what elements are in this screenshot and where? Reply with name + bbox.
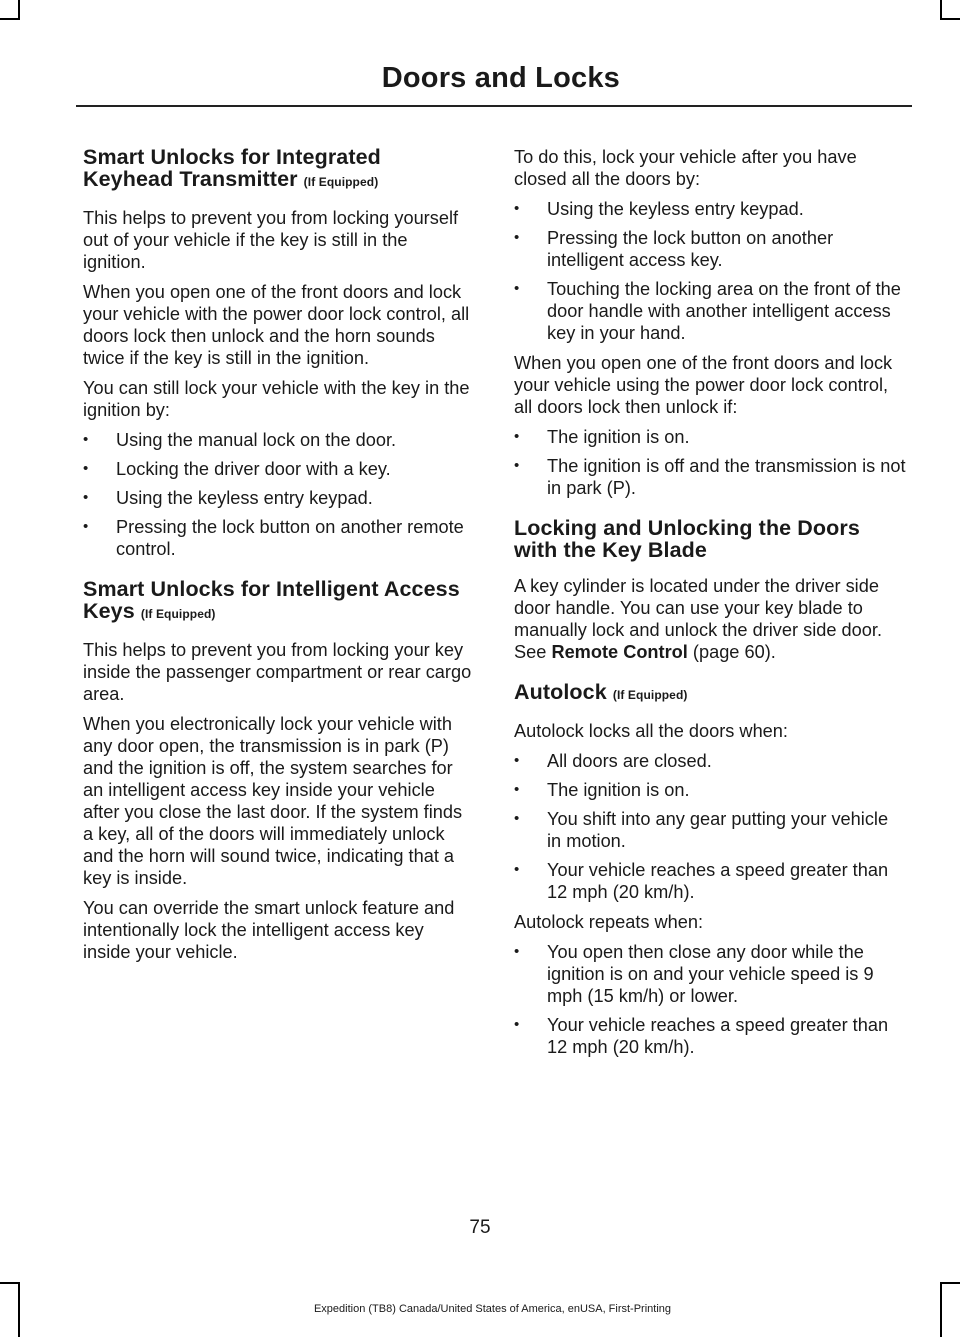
list-item: • You shift into any gear putting your vehicle in motion. xyxy=(514,808,906,852)
paragraph: When you open one of the front doors and lock your vehicle with the power door lock control, all doors lock then unlock and the horn sounds twice if the key is still in the ignition. xyxy=(83,282,470,368)
crop-mark-top-right-h xyxy=(940,18,960,20)
right-column xyxy=(514,146,906,1066)
list-item: • The ignition is off and the transmission is not in park (P). xyxy=(514,455,906,499)
left-column xyxy=(83,146,475,971)
list-item: • Using the keyless entry keypad. xyxy=(514,198,906,220)
section-heading-autolock: Autolock (If Equipped) xyxy=(514,680,688,704)
paragraph: You can still lock your vehicle with the key in the ignition by: xyxy=(83,378,470,420)
bullet-list xyxy=(514,426,906,499)
bullet-list xyxy=(514,750,906,903)
crop-mark-bottom-right-h xyxy=(940,1282,960,1284)
section-heading-smart-unlocks-intelligent: Smart Unlocks for Intelligent Access Keys (If Equipped) xyxy=(83,577,460,623)
footer-text: Expedition (TB8) Canada/United States of America, enUSA, First-Printing xyxy=(313,1303,672,1315)
bullet-list xyxy=(83,429,475,560)
crop-mark-top-right-v xyxy=(940,0,942,20)
list-item: • The ignition is on. xyxy=(514,779,906,801)
list-item: • Your vehicle reaches a speed greater than 12 mph (20 km/h). xyxy=(514,859,906,903)
cross-reference-link[interactable]: Remote Control xyxy=(551,642,688,662)
bullet-list xyxy=(514,941,906,1058)
list-item: • Your vehicle reaches a speed greater than 12 mph (20 km/h). xyxy=(514,1014,906,1058)
list-item: • Using the keyless entry keypad. xyxy=(83,487,475,509)
list-item: • Locking the driver door with a key. xyxy=(83,458,475,480)
list-item: • Pressing the lock button on another remote control. xyxy=(83,516,475,560)
if-equipped-note: (If Equipped) xyxy=(612,688,688,702)
paragraph: Autolock locks all the doors when: xyxy=(514,721,788,741)
bullet-list xyxy=(514,198,906,344)
paragraph: When you electronically lock your vehicle with any door open, the transmission is in park (P) and the ignition is off, the system searches for an intelligent access key inside your vehicle after you close the last door. If the system finds a key, all of the doors will immediately unlock and the horn will sound twice, indicating that a key is inside. xyxy=(83,714,463,888)
crop-mark-top-left-h xyxy=(0,18,20,20)
page-number: 75 xyxy=(469,1217,491,1238)
section-heading-smart-unlocks-keyhead: Smart Unlocks for Integrated Keyhead Transmitter (If Equipped) xyxy=(83,145,381,191)
list-item: • All doors are closed. xyxy=(514,750,906,772)
paragraph: When you open one of the front doors and lock your vehicle using the power door lock control, all doors lock then unlock if: xyxy=(514,353,893,417)
paragraph: Autolock repeats when: xyxy=(514,912,704,932)
crop-mark-bottom-left-h xyxy=(0,1282,20,1284)
list-item: • Using the manual lock on the door. xyxy=(83,429,475,451)
if-equipped-note: (If Equipped) xyxy=(303,175,379,189)
if-equipped-note: (If Equipped) xyxy=(140,607,216,621)
paragraph: This helps to prevent you from locking yourself out of your vehicle if the key is still in the ignition. xyxy=(83,208,459,272)
list-item: • The ignition is on. xyxy=(514,426,906,448)
paragraph: To do this, lock your vehicle after you have closed all the doors by: xyxy=(514,147,857,189)
list-item: • Touching the locking area on the front of the door handle with another intelligent access key in your hand. xyxy=(514,278,906,344)
paragraph: A key cylinder is located under the driver side door handle. You can use your key blade to manually lock and unlock the driver side door. See Remote Control (page 60). xyxy=(514,576,882,662)
paragraph: This helps to prevent you from locking your key inside the passenger compartment or rear cargo area. xyxy=(83,640,472,704)
section-heading-key-blade: Locking and Unlocking the Doors with the Key Blade xyxy=(514,516,860,562)
paragraph: You can override the smart unlock feature and intentionally lock the intelligent access key inside your vehicle. xyxy=(83,898,455,962)
page-header-title: Doors and Locks xyxy=(381,62,620,94)
header-divider xyxy=(76,105,912,107)
list-item: • You open then close any door while the ignition is on and your vehicle speed is 9 mph (15 km/h) or lower. xyxy=(514,941,906,1007)
crop-mark-top-left-v xyxy=(18,0,20,20)
list-item: • Pressing the lock button on another intelligent access key. xyxy=(514,227,906,271)
